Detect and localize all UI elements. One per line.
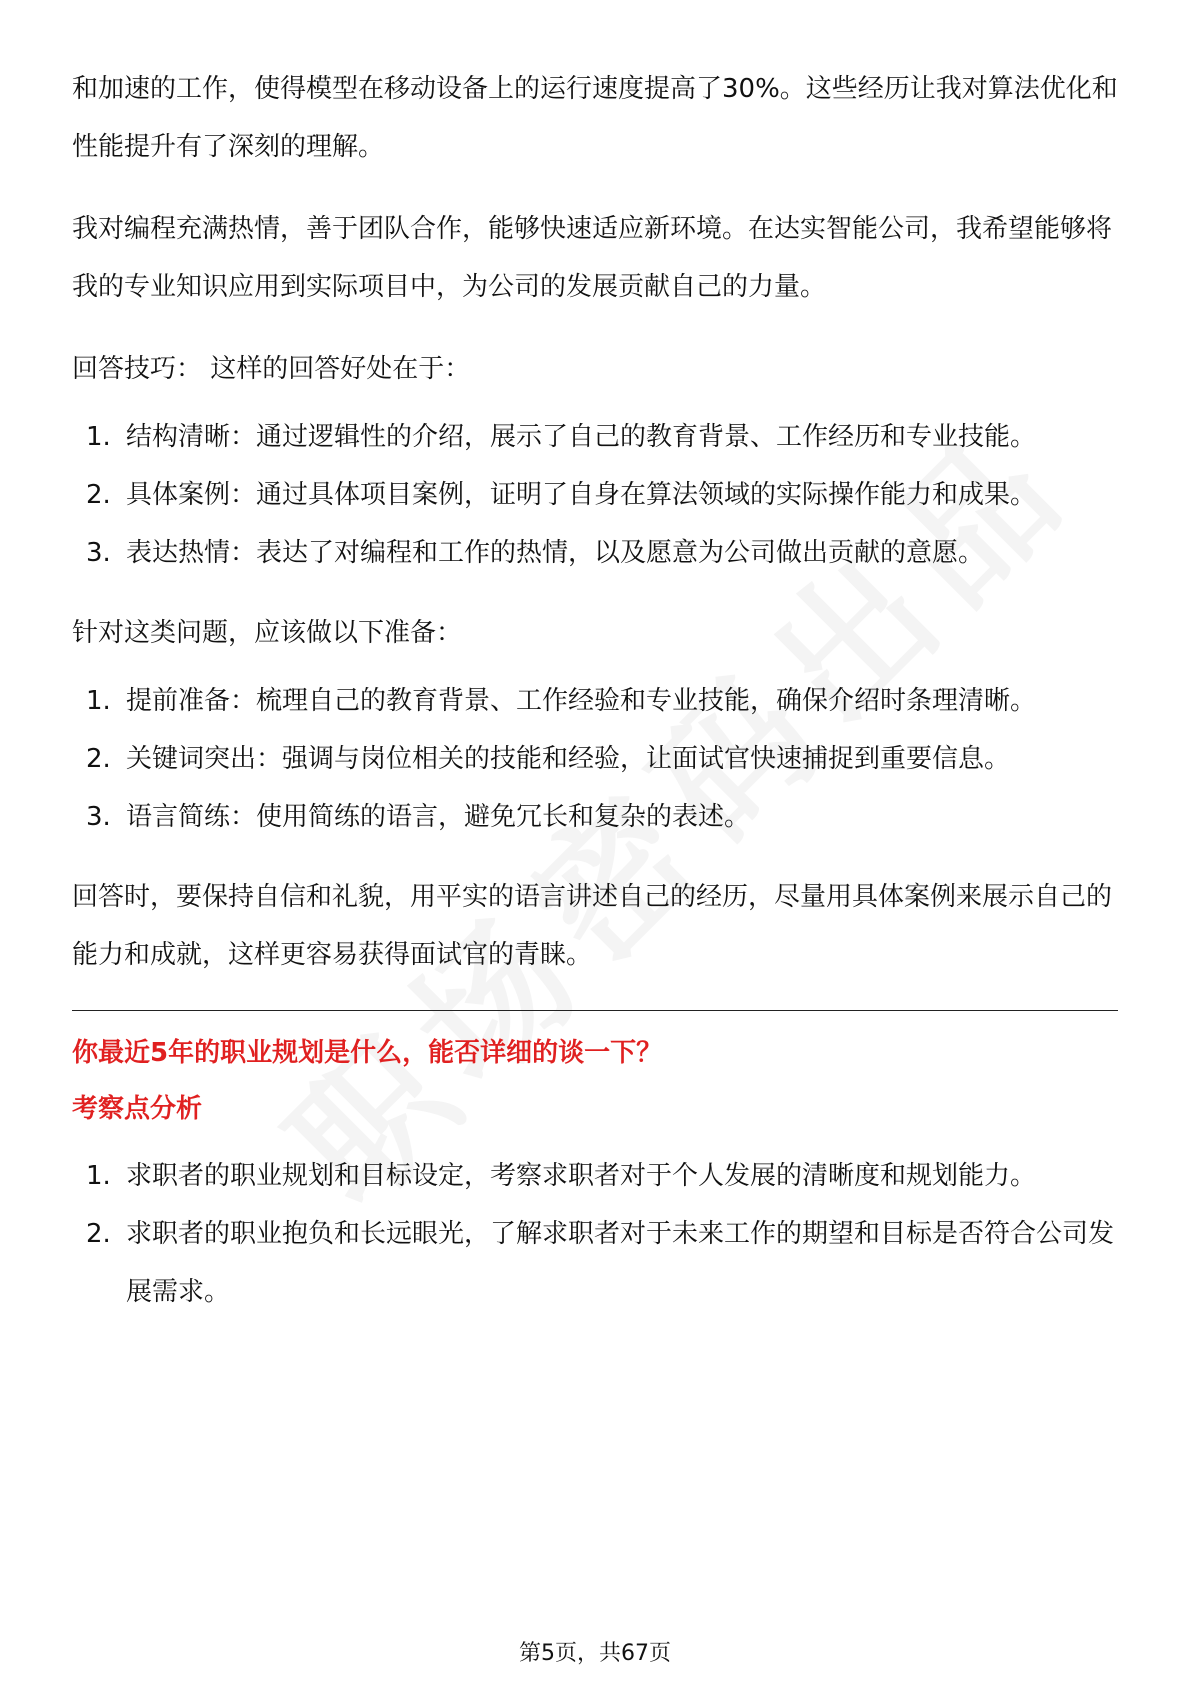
tips-list [72,408,1118,582]
analysis-list [72,1147,1118,1321]
intro-paragraph-1: 和加速的工作，使得模型在移动设备上的运行速度提高了30%。这些经历让我对算法优化和性能提升有了深刻的理解。 [72,74,1118,162]
list-number: 3. [86,802,111,832]
list-item [72,730,1118,788]
tips-heading: 回答技巧： 这样的回答好处在于： [72,354,471,384]
list-item [72,1205,1118,1321]
list-item [72,672,1118,730]
list-item [72,788,1118,846]
list-item-text: 语言简练：使用简练的语言，避免冗长和复杂的表述。 [126,802,751,832]
list-number: 1. [86,1161,111,1191]
prep-list [72,672,1118,846]
analysis-heading: 考察点分析 [72,1094,203,1124]
intro-paragraph-2: 我对编程充满热情，善于团队合作，能够快速适应新环境。在达实智能公司，我希望能够将我的专业知识应用到实际项目中，为公司的发展贡献自己的力量。 [72,214,1113,302]
list-number: 2. [86,744,111,774]
list-number: 2. [86,1219,111,1249]
list-item [72,524,1118,582]
page-content [72,60,1118,1321]
closing-paragraph: 回答时，要保持自信和礼貌，用平实的语言讲述自己的经历，尽量用具体案例来展示自己的能力和成就，这样更容易获得面试官的青睐。 [72,882,1113,970]
list-item-text: 提前准备：梳理自己的教育背景、工作经验和专业技能，确保介绍时条理清晰。 [126,686,1037,716]
prep-heading: 针对这类问题，应该做以下准备： [72,618,463,648]
list-number: 3. [86,538,111,568]
list-item [72,466,1118,524]
list-number: 1. [86,422,111,452]
list-item-text: 具体案例：通过具体项目案例，证明了自身在算法领域的实际操作能力和成果。 [126,480,1037,510]
list-item-text: 表达热情：表达了对编程和工作的热情，以及愿意为公司做出贡献的意愿。 [126,538,985,568]
page-footer: 第5页，共67页 [519,1641,671,1666]
list-item-text: 结构清晰：通过逻辑性的介绍，展示了自己的教育背景、工作经历和专业技能。 [126,422,1037,452]
list-item-text: 求职者的职业抱负和长远眼光，了解求职者对于未来工作的期望和目标是否符合公司发展需求。 [126,1219,1115,1307]
list-item-text: 关键词突出：强调与岗位相关的技能和经验，让面试官快速捕捉到重要信息。 [126,744,1011,774]
list-number: 1. [86,686,111,716]
list-item [72,408,1118,466]
list-item [72,1147,1118,1205]
list-number: 2. [86,480,111,510]
section-divider [72,1010,1118,1011]
question-title: 你最近5年的职业规划是什么，能否详细的谈一下？ [72,1038,663,1068]
list-item-text: 求职者的职业规划和目标设定，考察求职者对于个人发展的清晰度和规划能力。 [126,1161,1037,1191]
